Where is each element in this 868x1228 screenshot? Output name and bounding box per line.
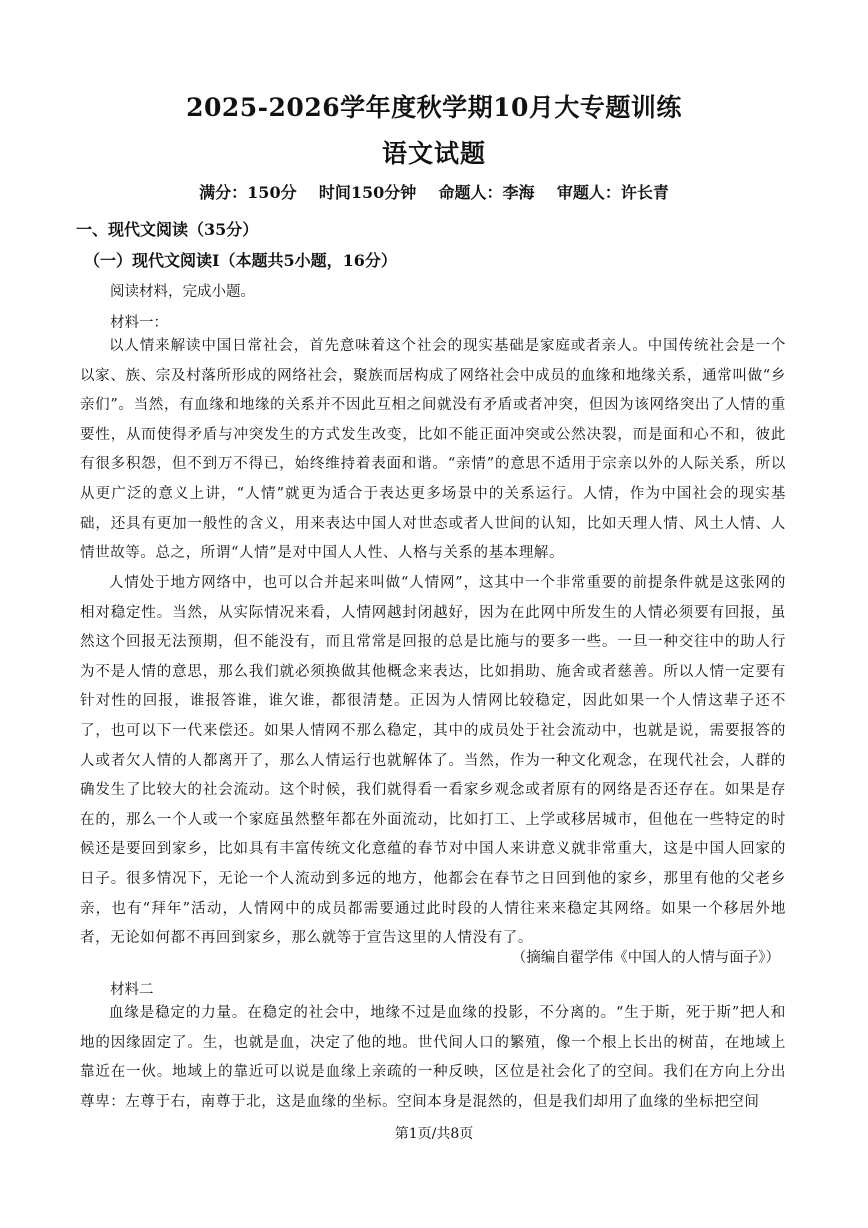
material-1-paragraph: 人情处于地方网络中，也可以合并起来叫做“人情网”，这其中一个非常重要的前提条件就是这张网的相对稳定性。当然，从实际情况来看，人情网越封闭越好，因为在此网中所发生的人情必须要有回报，虽然这个回报无法预期，但不能没有，而且常常是回报的总是比施与的要多一些。一旦一种交往中的助人行为不是人情的意思，那么我们就必须换做其他概念来表达，比如捐助、施舍或者慈善。所以人情一定要有针对性的回报，谁报答谁，谁欠谁，都很清楚。正因为人情网比较稳定，因此如果一个人情这辈子还不了，也可以下一代来偿还。如果人情网不那么稳定，其中的成员处于社会流动中，也就是说，需要报答的人或者欠人情的人都离开了，那么人情运行也就解体了。当然，作为一种文化观念，在现代社会，人群的确发生了比较大的社会流动。这个时候，我们就得看一看家乡观念或者原有的网络是否还存在。如果是存在的，那么一个人或一个家庭虽然整年都在外面流动，比如打工、上学或移居城市，但他在一些特定的时候还是要回到家乡，比如具有丰富传统文化意蕴的春节对中国人来讲意义就非常重大，这是中国人回家的日子。很多情况下，无论一个人流动到多远的地方，他都会在春节之日回到他的家乡，那里有他的父老乡亲，也有“拜年”活动，人情网中的成员都需要通过此时段的人情往来来稳定其网络。如果一个移居外地者，无论如何都不再回到家乡，那么就等于宣告这里的人情没有了。 — [80, 575, 786, 947]
exam-subject: 语文试题 — [381, 139, 486, 168]
subsection-heading: （一）现代文阅读Ⅰ（本题共5小题，16分） — [84, 251, 397, 270]
material-1-label: 材料一： — [110, 315, 168, 331]
material-2-paragraph: 血缘是稳定的力量。在稳定的社会中，地缘不过是血缘的投影，不分离的。“生于斯，死于斯”把人和地的因缘固定了。生，也就是血，决定了他的地。世代间人口的繁殖，像一个根上长出的树苗，在地域上靠近在一伙。地域上的靠近可以说是血缘上亲疏的一种反映，区位是社会化了的空间。我们在方向上分出尊卑：左尊于右，南尊于北，这是血缘的坐标。空间本身是混然的，但是我们却用了血缘的坐标把空间 — [80, 1005, 786, 1110]
page-footer: 第1页/共8页 — [394, 1126, 474, 1142]
material-1-source: （摘编自翟学伟《中国人的人情与面子》） — [511, 950, 780, 966]
material-1-paragraph: 以人情来解读中国日常社会，首先意味着这个社会的现实基础是家庭或者亲人。中国传统社会是一个以家、族、宗及村落所形成的网络社会，聚族而居构成了网络社会中成员的血缘和地缘关系，通常叫做“乡亲们”。当然，有血缘和地缘的关系并不因此互相之间就没有矛盾或者冲突，但因为该网络突出了人情的重要性，从而使得矛盾与冲突发生的方式发生改变，比如不能正面冲突或公然决裂，而是面和心不和，彼此有很多积怨，但不到万不得已，始终维持着表面和谐。“亲情”的意思不适用于宗亲以外的人际关系，所以从更广泛的意义上讲，“人情”就更为适合于表达更多场景中的关系运行。人情，作为中国社会的现实基础，还具有更加一般性的含义，用来表达中国人对世态或者人世间的认知，比如天理人情、风土人情、人情世故等。总之，所谓“人情”是对中国人人性、人格与关系的基本理解。 — [80, 338, 786, 562]
reading-instruction: 阅读材料，完成小题。 — [110, 284, 255, 300]
section-heading: 一、现代文阅读（35分） — [76, 220, 259, 239]
exam-meta: 满分：150分 时间150分钟 命题人：李海 审题人：许长青 — [199, 183, 669, 202]
exam-title: 2025-2026学年度秋学期10月大专题训练 — [186, 93, 682, 122]
material-2-label: 材料二 — [110, 982, 154, 998]
